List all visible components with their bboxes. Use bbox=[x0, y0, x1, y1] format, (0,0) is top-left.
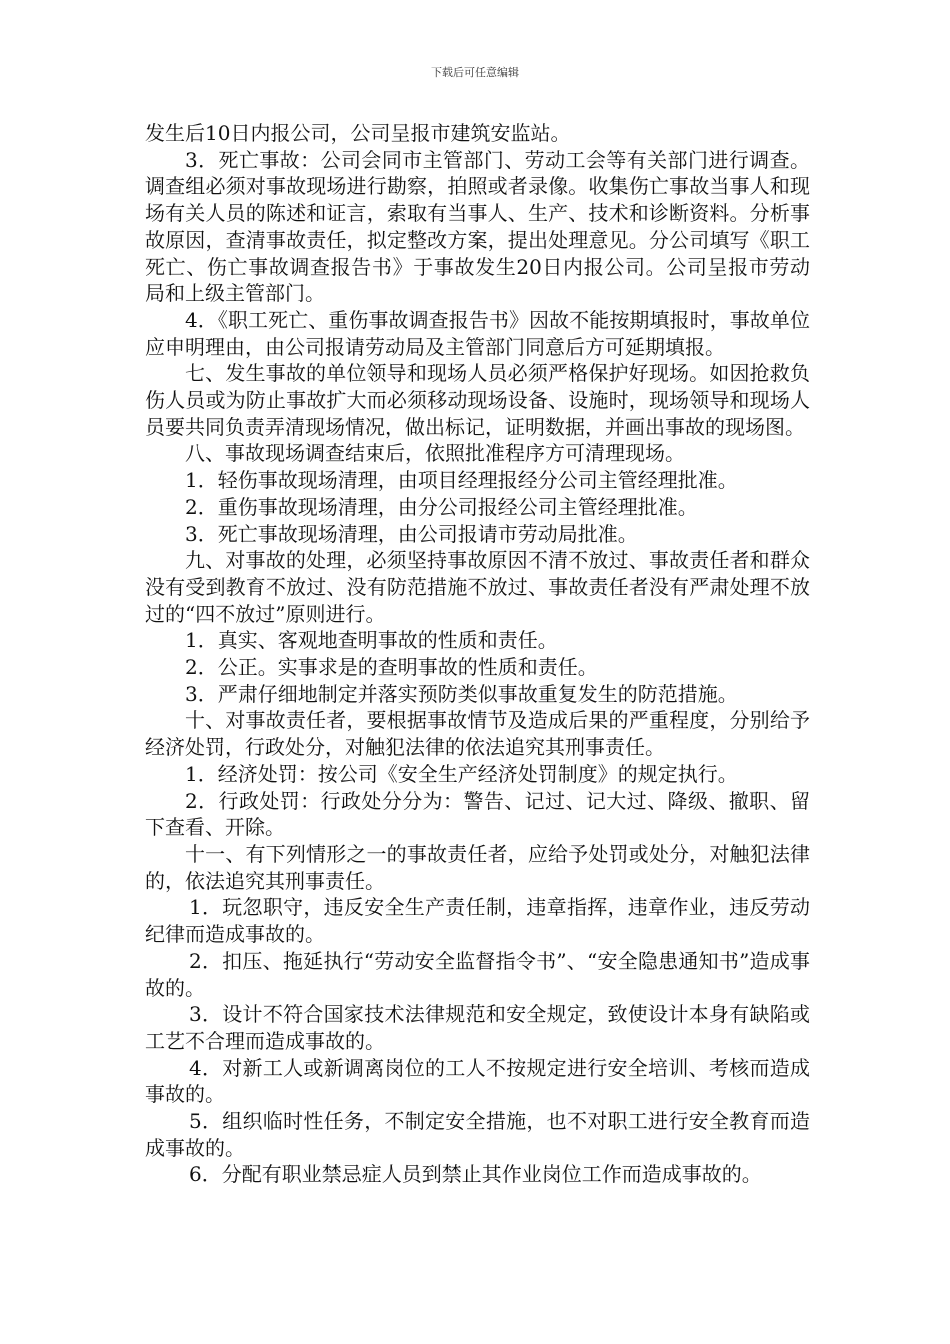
paragraph: 1．玩忽职守，违反安全生产责任制，违章指挥，违章作业，违反劳动纪律而造成事故的。 bbox=[145, 895, 810, 947]
paragraph: 2．行政处罚：行政处分分为：警告、记过、记大过、降级、撤职、留下查看、开除。 bbox=[145, 788, 810, 840]
paragraph: 七、发生事故的单位领导和现场人员必须严格保护好现场。如因抢救负伤人员或为防止事故扩大而必须移动现场设备、设施时，现场领导和现场人员要共同负责弄清现场情况，做出标记，证明数据，并画出事故的现场图。 bbox=[145, 361, 810, 439]
paragraph: 3．死亡事故现场清理，由公司报请市劳动局批准。 bbox=[185, 521, 638, 546]
paragraph: 2．公正。实事求是的查明事故的性质和责任。 bbox=[185, 655, 598, 680]
paragraph: 2．重伤事故现场清理，由分公司报经公司主管经理批准。 bbox=[185, 494, 698, 519]
paragraph: 3．严肃仔细地制定并落实预防类似事故重复发生的防范措施。 bbox=[185, 681, 738, 706]
paragraph: 6．分配有职业禁忌症人员到禁止其作业岗位工作而造成事故的。 bbox=[189, 1162, 762, 1187]
paragraph: 4．对新工人或新调离岗位的工人不按规定进行安全培训、考核而造成事故的。 bbox=[145, 1055, 810, 1107]
paragraph: 3．死亡事故：公司会同市主管部门、劳动工会等有关部门进行调查。调查组必须对事故现场进行勘察，拍照或者录像。收集伤亡事故当事人和现场有关人员的陈述和证言，索取有当事人、生产、技术和诊断资料。分析事故原因，查清事故责任，拟定整改方案，提出处理意见。分公司填写《职工死亡、伤亡事故调查报告书》于事故发生20日内报公司。公司呈报市劳动局和上级主管部门。 bbox=[145, 147, 810, 306]
paragraph: 1．轻伤事故现场清理，由项目经理报经分公司主管经理批准。 bbox=[185, 468, 738, 493]
paragraph: 十一、有下列情形之一的事故责任者，应给予处罚或处分，对触犯法律的，依法追究其刑事责任。 bbox=[145, 841, 810, 893]
paragraph: 2．扣压、拖延执行“劳动安全监督指令书”、“安全隐患通知书”造成事故的。 bbox=[145, 948, 810, 1000]
document-body bbox=[145, 120, 810, 1188]
paragraph: 十、对事故责任者，要根据事故情节及造成后果的严重程度，分别给予经济处罚，行政处分，对触犯法律的依法追究其刑事责任。 bbox=[145, 708, 810, 760]
paragraph: 八、事故现场调查结束后，依照批准程序方可清理现场。 bbox=[185, 441, 685, 466]
paragraph: 4．《职工死亡、重伤事故调查报告书》因故不能按期填报时，事故单位应申明理由，由公司报请劳动局及主管部门同意后方可延期填报。 bbox=[145, 307, 810, 359]
page-header: 下载后可任意编辑 bbox=[431, 66, 519, 79]
paragraph: 3．设计不符合国家技术法律规范和安全规定，致使设计本身有缺陷或工艺不合理而造成事故的。 bbox=[145, 1002, 810, 1053]
paragraph: 九、对事故的处理，必须坚持事故原因不清不放过、事故责任者和群众没有受到教育不放过、没有防范措施不放过、事故责任者没有严肃处理不放过的“四不放过”原则进行。 bbox=[145, 548, 810, 626]
paragraph: 1．经济处罚：按公司《安全生产经济处罚制度》的规定执行。 bbox=[185, 761, 738, 786]
paragraph: 5．组织临时性任务，不制定安全措施，也不对职工进行安全教育而造成事故的。 bbox=[145, 1109, 810, 1160]
paragraph: 发生后10日内报公司，公司呈报市建筑安监站。 bbox=[145, 121, 571, 145]
paragraph: 1．真实、客观地查明事故的性质和责任。 bbox=[185, 628, 558, 653]
